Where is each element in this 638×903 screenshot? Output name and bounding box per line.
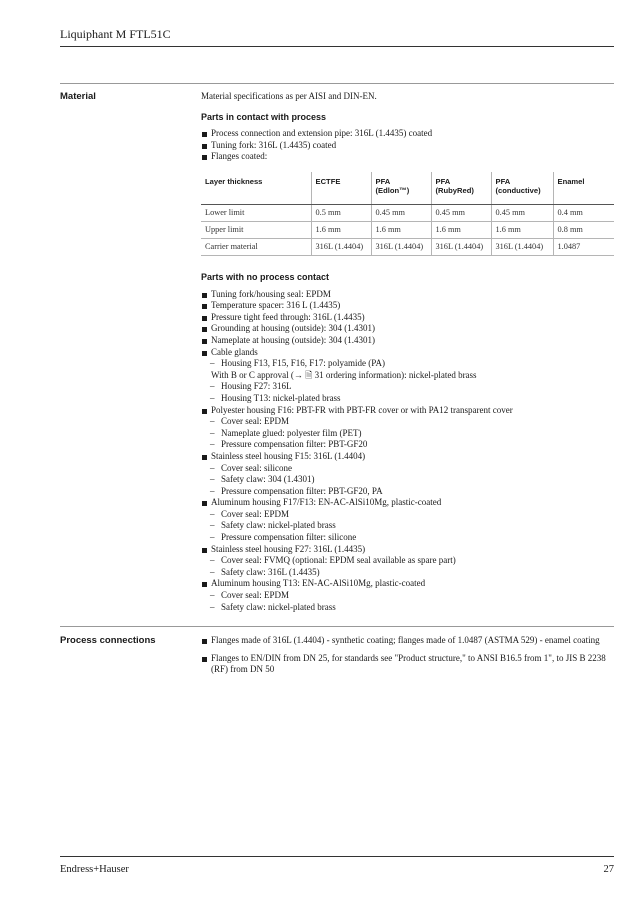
page-number: 27 [603,864,614,875]
table-header-cell: PFA (Edlon™) [371,172,431,205]
table-cell: 1.0487 [553,239,614,256]
table-row [201,222,614,239]
noncontact-item: Aluminum housing T13: EN-AC-AlSi10Mg, plastic-coated [201,578,616,590]
noncontact-note: With B or C approval (→ 🗎 31 ordering information): nickel-plated brass [211,369,477,380]
table-row [201,239,614,256]
noncontact-block [201,272,616,613]
table-cell: 0.8 mm [553,222,614,239]
noncontact-subitem: – Safety claw: 304 (1.4301) [201,474,616,486]
footer-brand: Endress+Hauser [60,864,129,875]
noncontact-subitem: – Pressure compensation filter: PBT-GF20 [201,439,616,451]
noncontact-item: Cable glands [201,347,616,359]
noncontact-item: Tuning fork/housing seal: EPDM [201,289,616,301]
table-cell: 0.45 mm [371,205,431,222]
table-header-cell: PFA (conductive) [491,172,553,205]
material-top-block [201,91,616,163]
contact-item: Process connection and extension pipe: 316L (1.4435) coated [201,128,616,140]
table-cell: 1.6 mm [371,222,431,239]
section-label-process-connections: Process connections [60,635,156,646]
table-cell: 316L (1.4404) [431,239,491,256]
table-header-row [201,172,614,205]
noncontact-subitem: – Cover seal: silicone [201,463,616,475]
table-cell: 1.6 mm [491,222,553,239]
table-header-cell: PFA (RubyRed) [431,172,491,205]
table-cell: 0.45 mm [431,205,491,222]
layer-thickness-table [201,172,614,256]
noncontact-heading: Parts with no process contact [201,272,330,282]
section-label-material: Material [60,91,96,102]
footer-rule [60,856,614,857]
process-connection-item: Flanges made of 316L (1.4404) - synthetic coating; flanges made of 1.0487 (ASTMA 529) - enamel coating [201,635,616,647]
process-connection-item: Flanges to EN/DIN from DN 25, for standards see "Product structure," to ANSI B16.5 from 1", to JIS B 2238 (RF) from DN 50 [201,653,616,676]
table-cell: Upper limit [201,222,311,239]
noncontact-subitem: – Cover seal: EPDM [201,590,616,602]
contact-item: Flanges coated: [201,151,616,163]
table-cell: 316L (1.4404) [491,239,553,256]
noncontact-subitem: – Nameplate glued: polyester film (PET) [201,428,616,440]
noncontact-item: Pressure tight feed through: 316L (1.4435) [201,312,616,324]
table-cell: Carrier material [201,239,311,256]
noncontact-item: Grounding at housing (outside): 304 (1.4301) [201,323,616,335]
contact-heading: Parts in contact with process [201,111,327,122]
table-cell: 316L (1.4404) [311,239,371,256]
table-cell: Lower limit [201,205,311,222]
table-row [201,205,614,222]
noncontact-subitem: – Pressure compensation filter: silicone [201,532,616,544]
noncontact-item: Aluminum housing F17/F13: EN-AC-AlSi10Mg, plastic-coated [201,497,616,509]
table-cell: 1.6 mm [431,222,491,239]
material-intro: Material specifications as per AISI and DIN-EN. [201,91,377,101]
table-cell: 0.45 mm [491,205,553,222]
table-cell: 1.6 mm [311,222,371,239]
table-cell: 0.5 mm [311,205,371,222]
noncontact-subitem: – Safety claw: nickel-plated brass [201,602,616,614]
noncontact-item: Temperature spacer: 316 L (1.4435) [201,300,616,312]
noncontact-subitem: – Safety claw: 316L (1.4435) [201,567,616,579]
noncontact-list [201,289,616,614]
noncontact-subitem: – Cover seal: EPDM [201,509,616,521]
section-rule-process-connections [60,626,614,627]
noncontact-subitem: – Housing F13, F15, F16, F17: polyamide (PA) [201,358,616,370]
table-cell: 316L (1.4404) [371,239,431,256]
noncontact-subitem: – Housing T13: nickel-plated brass [201,393,616,405]
noncontact-subitem: – Cover seal: FVMQ (optional: EPDM seal available as spare part) [201,555,616,567]
document-title: Liquiphant M FTL51C [60,27,171,41]
noncontact-subitem: – Housing F27: 316L [201,381,616,393]
noncontact-item: Nameplate at housing (outside): 304 (1.4301) [201,335,616,347]
section-rule-material [60,83,614,84]
noncontact-subitem: – Safety claw: nickel-plated brass [201,520,616,532]
table-header-cell: Enamel [553,172,614,205]
noncontact-subitem: – Pressure compensation filter: PBT-GF20, PA [201,486,616,498]
table-header-cell: Layer thickness [201,172,311,205]
noncontact-item: Stainless steel housing F27: 316L (1.4435) [201,544,616,556]
table-cell: 0.4 mm [553,205,614,222]
contact-list [201,128,616,163]
noncontact-item: Stainless steel housing F15: 316L (1.4404) [201,451,616,463]
table-header-cell: ECTFE [311,172,371,205]
noncontact-subitem: – Cover seal: EPDM [201,416,616,428]
noncontact-item: Polyester housing F16: PBT-FR with PBT-FR cover or with PA12 transparent cover [201,405,616,417]
header-rule [60,46,614,47]
contact-item: Tuning fork: 316L (1.4435) coated [201,140,616,152]
process-connections-list [201,635,616,676]
